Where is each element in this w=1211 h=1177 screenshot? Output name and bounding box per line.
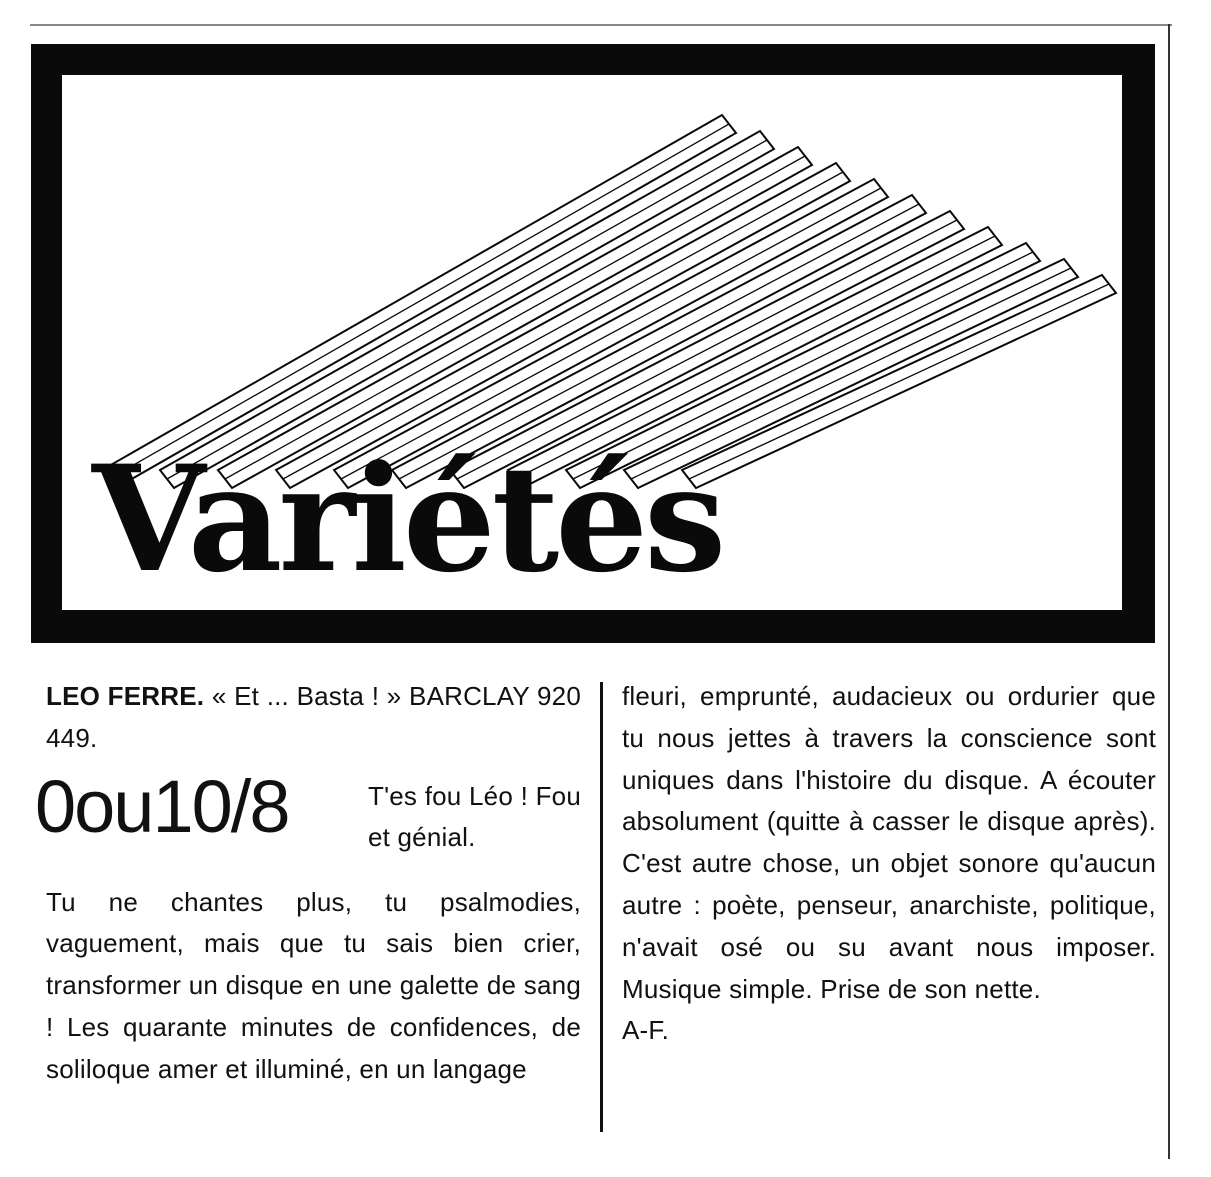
review-lead: T'es fou Léo ! Fou et génial. — [368, 780, 581, 853]
rating-score: 0ou10/8 — [35, 764, 289, 848]
section-banner — [31, 44, 1155, 643]
column-divider — [600, 682, 603, 1132]
top-rule — [30, 24, 1172, 26]
record-artist: LEO FERRE. — [46, 681, 205, 711]
review-body-right: fleuri, emprunté, audacieux ou ordurier que tu nous jettes à travers la conscience sont uniques dans l'histoire du disque. A écouter absolument (quitte à casser le disque après). C'est autre chose, un objet sonore qu'aucun autre : poète, penseur, anarchiste, politique, n'avait osé ou su avant nous imposer. Musique simple. Prise de son nette. — [622, 681, 1156, 1004]
review-body-left: Tu ne chantes plus, tu psalmodies, vaguement, mais que tu sais bien crier, transformer un disque en une galette de sang ! Les quarante minutes de confidences, de soliloque amer et illuminé, en un langage — [46, 886, 581, 1084]
review-column-left — [35, 676, 582, 1091]
record-reference — [46, 676, 581, 760]
stripe-edge — [283, 172, 843, 479]
record-title-label: « Et ... Basta ! » BARCLAY 920 449. — [46, 681, 582, 753]
review-column-right — [622, 676, 1156, 1052]
banner-panel — [62, 75, 1122, 610]
stripe-edge — [109, 124, 729, 479]
review-signature: A-F. — [622, 1015, 670, 1046]
right-rule — [1168, 24, 1170, 1159]
rating-block — [35, 764, 581, 882]
section-title: Variétés — [92, 434, 723, 605]
